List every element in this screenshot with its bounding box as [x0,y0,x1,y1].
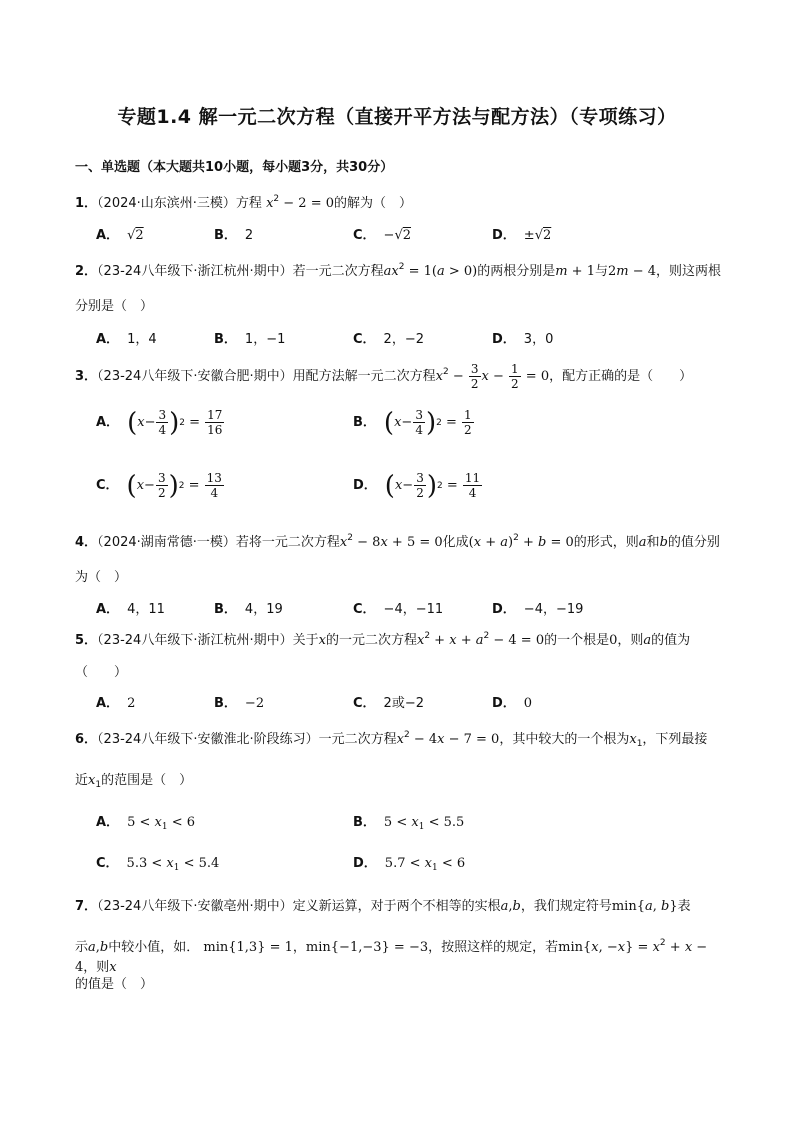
q5-option-a: A． 2 [96,696,136,711]
q6-option-c: C． $5.3 < x_1 < 5.4$ [96,856,220,873]
q6-option-a: A． $5 < x_1 < 6$ [96,815,196,832]
question-5: 5．（23-24八年级下·浙江杭州·期中）关于x的一元二次方程$x^2 + x + a^2 - 4 = 0$的一个根是0，则a的值为 [75,631,691,648]
equation: x [266,196,274,211]
q4-option-b: B． 4，19 [214,602,283,617]
section-heading: 一、单选题（本大题共10小题，每小题3分，共30分） [75,160,394,175]
question-7: 7．（23-24八年级下·安徽亳州·期中）定义新运算，对于两个不相等的实根a,b，我们规定符号min{a, b}表 [75,899,691,914]
q1-option-b: B． 2 [214,228,254,243]
q6-option-d: D． $5.7 < x_1 < 6$ [353,856,466,873]
question-4-line2: 为（ ） [75,570,128,585]
question-2: 2．（23-24八年级下·浙江杭州·期中）若一元二次方程$ax^2 = 1(a > 0)$的两根分别是m + 1与2m − 4，则这两根 [75,262,722,279]
q5-option-d: D． 0 [492,696,533,711]
question-5-line2: （ ） [75,665,128,680]
q3-option-c: C． ( x − $\frac{3}{2}$ ) 2 = $\frac{13}{4}$ [96,470,222,501]
q5-option-c: C． 2或−2 [353,696,424,711]
question-6: 6．（23-24八年级下·安徽淮北·阶段练习）一元二次方程$x^2 - 4x - 7 = 0$，其中较大的一个根为$x_1$，下列最接 [75,730,708,749]
q2-option-d: D． 3，0 [492,332,554,347]
q1-option-c: C． −√2 [353,228,412,243]
q6-option-b: B． $5 < x_1 < 5.5$ [353,815,465,832]
question-1: 1．（2024·山东滨州·三模）方程 $x^2 - 2 = 0$的解为（ ） [75,194,413,211]
q4-option-d: D． −4，−19 [492,602,584,617]
q1-option-a: A． √2 [96,228,144,243]
q3-option-b: B． ( x − $\frac{3}{4}$ ) 2 = $\frac{1}{2}$ [353,407,472,438]
question-7-line2: 示a,b中较小值，如． min{1,3} = 1，min{−1,−3} = −3，按照这样的规定，若min{x, $-x\} = x^2 + x - 4$，则x [75,938,708,975]
question-3: 3．（23-24八年级下·安徽合肥·期中）用配方法解一元二次方程$x^2$ − $\frac{3}{2}$ x − $\frac{1}{2}$ = 0，配方正确的是（ ） [75,362,693,391]
page-title: 专题1.4 解一元二次方程（直接开平方法与配方法）（专项练习） [117,106,677,128]
q2-option-a: A． 1，4 [96,332,157,347]
q4-option-c: C． −4，−11 [353,602,444,617]
question-6-line2: 近$x_1$的范围是（ ） [75,773,193,790]
q3-option-a: A． ( x − $\frac{3}{4}$ ) 2 = $\frac{17}{16}$ [96,407,223,438]
q3-option-d: D． ( x − $\frac{3}{2}$ ) 2 = $\frac{11}{4}$ [353,470,481,501]
q2-option-c: C． 2，−2 [353,332,424,347]
question-4: 4．（2024·湖南常德·一模）若将一元二次方程$x^2 - 8x + 5 = 0$化成$(x + a)^2 + b = 0$的形式，则a和b的值分别 [75,533,720,550]
q2-option-b: B． 1，−1 [214,332,286,347]
question-7-line3: 的值是（ ） [75,977,154,992]
q5-option-b: B． −2 [214,696,265,711]
q4-option-a: A． 4，11 [96,602,165,617]
question-2-line2: 分别是（ ） [75,299,154,314]
q1-option-d: D． ±√2 [492,228,552,243]
